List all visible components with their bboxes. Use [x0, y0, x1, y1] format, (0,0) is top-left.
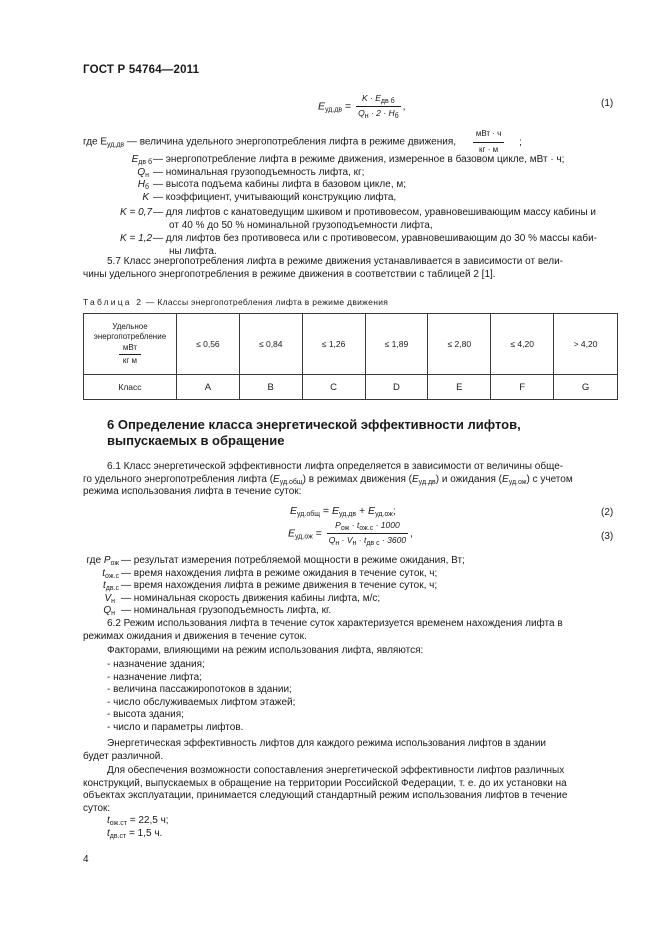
- formula-3-fraction: $\frac{P_{ож} \cdot t_{ож.с} \cdot 1000}{Q_н \cdot V_н \cdot t_{дв с} \cdot 3600}$: [328, 520, 407, 547]
- equation-number-3: (3): [601, 531, 614, 542]
- formula-1-den: Q: [358, 108, 365, 118]
- factors-list: [107, 659, 295, 735]
- def-1-text: — энергопотребление лифта в режиме движения, измеренное в базовом цикле, мВт · ч;: [153, 154, 565, 165]
- def-1-symbol: $E_{дв б}$: [131, 154, 152, 166]
- where-1-prefix: где E: [83, 136, 108, 148]
- formula-1-fraction: [356, 93, 401, 120]
- paragraph-6-1-line3: режима использования лифта в течение суток:: [83, 486, 302, 498]
- paragraph-6-2-factors: Факторами, влияющими на режим использования лифта, являются:: [107, 645, 424, 656]
- table-2-caption: [83, 297, 388, 307]
- table-cell-value: ≤ 2,80: [428, 314, 491, 375]
- k-case-1-line1: — для лифтов с канатоведущим шкивом и противовесом, уравновешивающим массу кабины и: [153, 207, 597, 218]
- formula-1-num: K · E: [362, 93, 381, 103]
- k-case-2-symbol: K = 1,2: [120, 233, 152, 244]
- k-case-2-line1: — для лифтов без противовеса или с противовесом, уравновешивающим до 30 % массы каби-: [153, 233, 597, 244]
- formula-1-den-mid: · 2 · H: [368, 108, 395, 118]
- header-consumption-line1: Удельное: [112, 322, 148, 331]
- formula-1-lhs-sub: уд.дв: [325, 106, 343, 114]
- table-header-class: Класс: [84, 375, 177, 400]
- definitions-1: [0, 154, 661, 214]
- standard-idle-time: $t_{ож.ст} = 22,5$ ч;: [107, 815, 169, 827]
- k-case-1-symbol: K = 0,7: [120, 207, 152, 218]
- paragraph-efficiency-line2: будет различной.: [83, 750, 164, 762]
- where-1-end: ;: [519, 136, 522, 148]
- def3-4-symbol: $V_н$: [104, 592, 115, 605]
- list-item: - назначение лифта;: [107, 671, 202, 683]
- where-1-prefix-sub: уд.дв: [107, 141, 125, 149]
- formula-1-tail: ,: [402, 100, 406, 113]
- paragraph-6-1-line1: 6.1 Класс энергетической эффективности лифта определяется в зависимости от величины обще-: [107, 461, 564, 472]
- table-header-consumption: [84, 314, 177, 375]
- section-6-heading-line2: выпускаемых в обращение: [107, 433, 285, 448]
- def-2-text: — номинальная грузоподъемность лифта, кг;: [153, 166, 365, 178]
- table-cell-class: C: [302, 375, 365, 400]
- table-cell-value: ≤ 0,56: [176, 314, 239, 375]
- paragraph-standard-line2: конструкций, выпускаемых в обращение на территории Российской Федерации, т. е. до их установки на: [83, 777, 567, 789]
- k-case-2-line2: ны лифта.: [169, 245, 217, 257]
- def3-2-text: — время нахождения лифта в режиме ожидания в течение суток, ч;: [121, 567, 438, 579]
- page-number: 4: [83, 854, 89, 865]
- list-item: - величина пассажиропотоков в здании;: [107, 684, 292, 696]
- table-cell-value: ≤ 1,89: [365, 314, 428, 375]
- list-item: - назначение здания;: [107, 659, 205, 670]
- where-1-unit-den: кг · м: [479, 144, 499, 154]
- table-row-class: [84, 375, 618, 400]
- equation-number-1: (1): [601, 98, 614, 109]
- table-cell-class: B: [239, 375, 302, 400]
- paragraph-standard-line3: объектах эксплуатации, принимается следующий стандартный режим использования лифтов в течение: [83, 790, 568, 802]
- formula-1-lhs: E: [318, 100, 326, 113]
- paragraph-6-1-line2: го удельного энергопотребления лифта $(E_{уд.общ})$ в режимах движения $(E_{уд.дв})$ и ожидания $(E_{уд.ож})$ с учетом: [83, 473, 573, 486]
- list-item: - число и параметры лифтов.: [107, 721, 244, 733]
- formula-1-num-sub: дв б: [380, 98, 395, 105]
- def3-1-text: — результат измерения потребляемой мощности в режиме ожидания, Вт;: [121, 555, 465, 566]
- paragraph-standard-line4: суток:: [83, 802, 111, 814]
- where-1-text: — величина удельного энергопотребления лифта в режиме движения,: [124, 136, 457, 148]
- paragraph-6-2-line2: режимах ожидания и движения в течение суток.: [83, 630, 307, 642]
- def3-4-text: — номинальная скорость движения кабины лифта, м/с;: [121, 592, 381, 604]
- def3-3-text: — время нахождения лифта в режиме движения в течение суток, ч;: [121, 580, 438, 592]
- def-4-text: — коэффициент, учитывающий конструкцию лифта,: [153, 191, 397, 203]
- formula-1-den-sub2: б: [394, 113, 399, 120]
- table-cell-value: > 4,20: [554, 314, 618, 375]
- header-consumption-line2: энергопотребление: [93, 332, 167, 341]
- k-cases: [0, 207, 661, 261]
- def-4-symbol: K: [142, 191, 149, 203]
- table-cell-value: ≤ 1,26: [302, 314, 365, 375]
- def-3-text: — высота подъема кабины лифта в базовом цикле, м;: [153, 179, 407, 191]
- where-1-unit-num: мВт · ч: [473, 128, 505, 143]
- where-clause-1: [83, 128, 522, 156]
- where-1-unit: [473, 128, 505, 156]
- def3-3-symbol: $t_{дв.с}$: [102, 580, 119, 593]
- table-cell-value: ≤ 4,20: [491, 314, 554, 375]
- paragraph-5-7-line2: чины удельного энергопотребления в режиме движения в соответствии с таблицей 2 [1].: [83, 268, 496, 280]
- def-3-symbol: $H_б$: [137, 179, 149, 192]
- formula-1-eq: =: [345, 100, 352, 113]
- def3-5-symbol: $Q_н$: [103, 605, 115, 618]
- paragraph-standard-line1: Для обеспечения возможности сопоставления энергетической эффективности лифтов различных: [107, 765, 565, 776]
- header-consumption-unit: $\frac{\text{мВт}}{\text{кг м}}$: [119, 343, 141, 366]
- list-item: - высота здания;: [107, 709, 184, 721]
- k-case-1-line2: от 40 % до 50 % номинальной грузоподъемности лифта,: [169, 219, 433, 231]
- table-cell-class: D: [365, 375, 428, 400]
- table-2-caption-label: Таблица 2: [83, 297, 144, 307]
- definitions-3: [0, 555, 661, 621]
- standard-header: ГОСТ Р 54764—2011: [83, 64, 200, 76]
- def-2-symbol: $Q_н$: [137, 166, 149, 179]
- formula-2: $E_{уд.общ} = E_{уд.дв} + E_{уд.ож}$;: [290, 505, 396, 518]
- table-cell-class: A: [176, 375, 239, 400]
- formula-3: $E_{уд.ож}$ = $\frac{P_{ож} \cdot t_{ож.с} \cdot 1000}{Q_н \cdot V_н \cdot t_{дв с} \cdot 3600}$ ,: [288, 520, 413, 547]
- section-6-heading-line1: 6 Определение класса энергетической эффективности лифтов,: [107, 417, 521, 432]
- table-cell-value: ≤ 0,84: [239, 314, 302, 375]
- def3-1-symbol: где $P_{ож}$: [86, 555, 119, 567]
- table-row-consumption: [84, 314, 618, 375]
- paragraph-6-2-line1: 6.2 Режим использования лифта в течение суток характеризуется временем нахождения лифта в: [107, 618, 563, 629]
- list-item: - число обслуживаемых лифтом этажей;: [107, 696, 296, 708]
- table-cell-class: E: [428, 375, 491, 400]
- table-2: [83, 313, 618, 400]
- formula-1: [318, 93, 406, 120]
- paragraph-efficiency-line1: Энергетическая эффективность лифтов для каждого режима использования лифтов в здании: [107, 738, 547, 749]
- def3-5-text: — номинальная грузоподъемность лифта, кг.: [121, 605, 332, 617]
- section-6-heading: [107, 417, 617, 449]
- equation-number-2: (2): [601, 507, 614, 518]
- standard-travel-time: $t_{дв.ст} = 1,5$ ч.: [107, 828, 163, 840]
- table-cell-class: G: [554, 375, 618, 400]
- table-2-caption-text: — Классы энергопотребления лифта в режиме движения: [143, 297, 389, 307]
- def3-2-symbol: $t_{ож.с}$: [102, 567, 119, 580]
- table-cell-class: F: [491, 375, 554, 400]
- formula-1-den-sub: н: [364, 113, 369, 120]
- paragraph-5-7-line1: 5.7 Класс энергопотребления лифта в режиме движения устанавливается в зависимости от вели-: [107, 256, 563, 267]
